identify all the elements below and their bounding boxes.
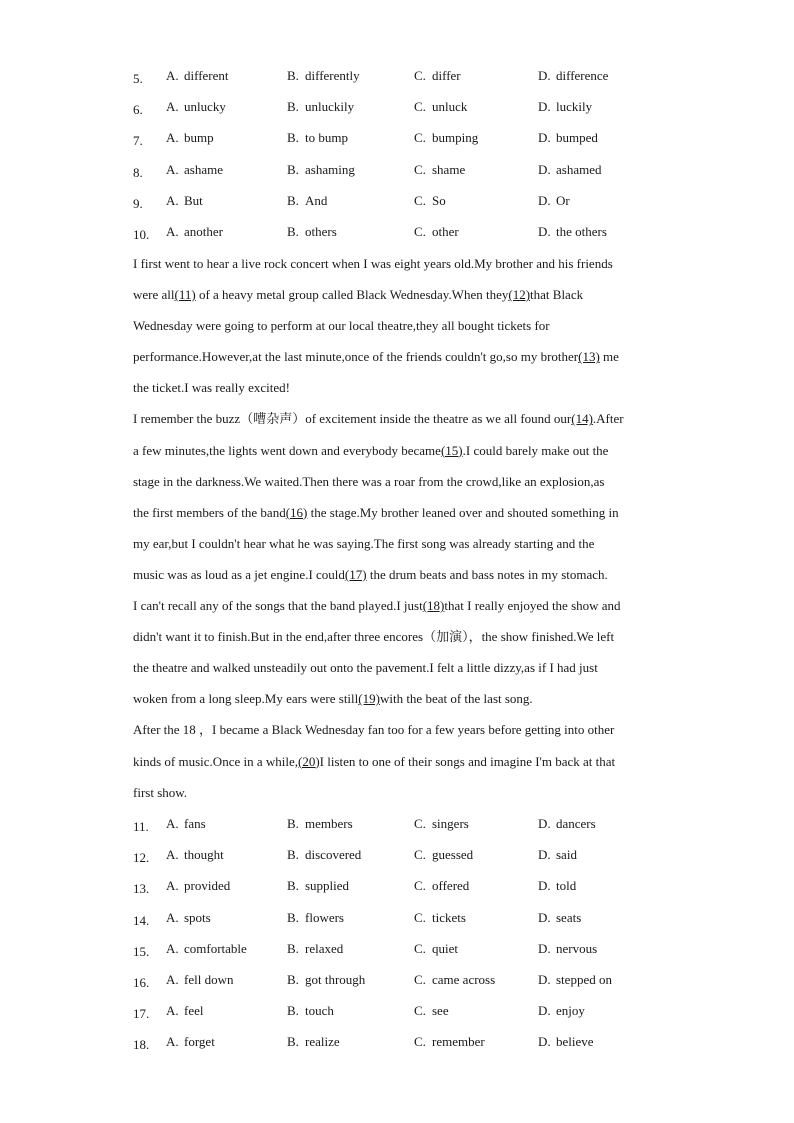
option-d[interactable] xyxy=(538,128,598,148)
option-b[interactable] xyxy=(287,814,353,834)
option-letter: D. xyxy=(538,224,551,239)
option-letter: D. xyxy=(538,161,551,177)
blank-11: (11) xyxy=(174,287,196,303)
option-letter: D. xyxy=(538,130,551,146)
option-text: unlucky xyxy=(184,99,226,115)
option-text: realize xyxy=(305,1034,340,1050)
passage-text: first show. xyxy=(133,784,188,800)
passage-text: me xyxy=(599,349,619,365)
passage-text: the stage.My brother leaned over and shouted something in xyxy=(307,504,619,520)
option-letter: C. xyxy=(414,192,426,208)
option-letter: A. xyxy=(166,130,179,146)
option-letter: C. xyxy=(414,161,426,177)
passage-line xyxy=(133,372,663,403)
question-number: 18. xyxy=(133,1037,150,1053)
option-d[interactable] xyxy=(538,97,592,117)
passage-text: my ear,but I couldn't hear what he was saying.The first song was already starting and the xyxy=(133,535,595,551)
option-text: differently xyxy=(305,68,360,83)
option-d[interactable] xyxy=(538,876,576,896)
option-letter: B. xyxy=(287,99,299,115)
option-b[interactable] xyxy=(287,66,360,86)
question-number: 8. xyxy=(133,164,143,180)
blank-16: (16) xyxy=(285,504,308,520)
option-b[interactable] xyxy=(287,1032,340,1052)
option-letter: A. xyxy=(166,224,179,239)
option-text: different xyxy=(184,68,229,83)
option-a[interactable] xyxy=(166,1032,215,1052)
passage-line xyxy=(133,279,663,310)
question-number: 9. xyxy=(133,195,143,211)
option-text: offered xyxy=(432,878,470,894)
option-a[interactable] xyxy=(166,814,206,834)
passage-line xyxy=(133,248,663,279)
option-a[interactable] xyxy=(166,970,233,990)
option-text: spots xyxy=(184,909,211,925)
option-a[interactable] xyxy=(166,939,247,959)
passage-text: music was as loud as a jet engine.I could xyxy=(133,566,345,582)
option-a[interactable] xyxy=(166,191,203,211)
option-letter: D. xyxy=(538,972,551,987)
option-letter: A. xyxy=(166,68,179,83)
passage-text: .After xyxy=(592,411,624,427)
option-text: enjoy xyxy=(556,1003,585,1019)
option-letter: D. xyxy=(538,1034,551,1050)
option-text: got through xyxy=(305,972,366,987)
option-a[interactable] xyxy=(166,876,230,896)
option-letter: C. xyxy=(414,816,426,831)
option-c[interactable] xyxy=(414,97,467,117)
option-letter: B. xyxy=(287,68,299,83)
option-d[interactable] xyxy=(538,908,581,928)
option-c[interactable] xyxy=(414,66,461,86)
option-letter: D. xyxy=(538,68,551,83)
passage-line xyxy=(133,528,663,559)
option-text: remember xyxy=(432,1034,485,1050)
option-text: members xyxy=(305,816,353,831)
passage-text: were all xyxy=(133,287,175,303)
option-text: bumping xyxy=(432,130,479,146)
option-text: bumped xyxy=(556,130,598,146)
passage-line xyxy=(133,746,663,777)
option-text: ashamed xyxy=(556,161,602,177)
option-text: singers xyxy=(432,816,469,831)
question-number: 15. xyxy=(133,943,150,959)
option-letter: B. xyxy=(287,161,299,177)
option-letter: C. xyxy=(414,1034,426,1050)
option-b[interactable] xyxy=(287,876,349,896)
question-number: 17. xyxy=(133,1006,150,1022)
option-text: difference xyxy=(556,68,609,83)
option-letter: B. xyxy=(287,1003,299,1019)
option-a[interactable] xyxy=(166,66,229,86)
option-text: discovered xyxy=(305,847,362,863)
option-letter: B. xyxy=(287,972,299,987)
option-letter: B. xyxy=(287,878,299,894)
passage-text: .I could barely make out the xyxy=(462,442,609,458)
option-text: ashaming xyxy=(305,161,355,177)
option-text: tickets xyxy=(432,909,466,925)
question-number: 14. xyxy=(133,912,150,928)
blank-17: (17) xyxy=(344,566,367,582)
passage-line xyxy=(133,683,663,714)
option-letter: C. xyxy=(414,68,426,83)
option-text: fell down xyxy=(184,972,234,987)
option-text: see xyxy=(432,1003,449,1019)
option-d[interactable] xyxy=(538,66,608,86)
option-text: supplied xyxy=(305,878,350,894)
passage-text: I can't recall any of the songs that the band played.I just xyxy=(133,598,423,614)
option-letter: D. xyxy=(538,847,551,863)
option-letter: B. xyxy=(287,1034,299,1050)
passage-text: the theatre and walked unsteadily out onto the pavement.I felt a little dizzy,as if I had just xyxy=(133,660,598,676)
option-letter: A. xyxy=(166,1003,179,1019)
option-c[interactable] xyxy=(414,191,446,211)
passage-text: Wednesday were going to perform at our local theatre,they all bought tickets for xyxy=(133,318,550,334)
option-a[interactable] xyxy=(166,908,211,928)
passage-line xyxy=(133,621,663,652)
passage-line xyxy=(133,435,663,466)
question-number: 10. xyxy=(133,227,150,242)
blank-14: (14) xyxy=(571,411,593,427)
option-text: shame xyxy=(432,161,466,177)
option-letter: A. xyxy=(166,972,179,987)
option-text: nervous xyxy=(556,940,598,956)
option-b[interactable] xyxy=(287,191,327,211)
option-b[interactable] xyxy=(287,939,343,959)
option-b[interactable] xyxy=(287,970,365,990)
option-text: touch xyxy=(305,1003,334,1019)
passage-text: didn't want it to finish.But in the end,after three encores（加演），the show finished.We left xyxy=(133,629,615,645)
blank-19: (19) xyxy=(358,691,380,707)
question-number: 16. xyxy=(133,975,150,990)
passage-text: the ticket.I was really excited! xyxy=(133,380,291,396)
option-b[interactable] xyxy=(287,160,355,180)
option-letter: C. xyxy=(414,972,426,987)
question-number: 12. xyxy=(133,850,150,866)
option-letter: C. xyxy=(414,130,426,146)
option-c[interactable] xyxy=(414,814,469,834)
option-letter: D. xyxy=(538,940,551,956)
option-letter: A. xyxy=(166,99,179,115)
option-b[interactable] xyxy=(287,222,337,242)
blank-12: (12) xyxy=(508,287,531,303)
option-text: relaxed xyxy=(305,940,344,956)
option-letter: D. xyxy=(538,1003,551,1019)
option-c[interactable] xyxy=(414,845,473,865)
question-number: 7. xyxy=(133,133,143,149)
question-number: 13. xyxy=(133,881,150,897)
passage-line xyxy=(133,559,663,590)
passage-text: stage in the darkness.We waited.Then there was a roar from the crowd,like an explosion,as xyxy=(133,473,605,489)
option-d[interactable] xyxy=(538,939,597,959)
option-a[interactable] xyxy=(166,97,226,117)
option-letter: A. xyxy=(166,909,179,925)
option-letter: A. xyxy=(166,878,179,894)
option-letter: A. xyxy=(166,1034,179,1050)
option-letter: C. xyxy=(414,940,426,956)
option-d[interactable] xyxy=(538,1032,594,1052)
option-letter: D. xyxy=(538,99,551,115)
blank-20: (20) xyxy=(298,753,320,769)
passage-text: I remember the buzz（嘈杂声）of excitement inside the theatre as we all found our xyxy=(133,411,572,427)
option-text: others xyxy=(305,224,337,239)
option-letter: D. xyxy=(538,909,551,925)
passage-text: After the 18 ，I became a Black Wednesday fan too for a few years before getting into other xyxy=(133,722,615,738)
option-text: flowers xyxy=(305,909,344,925)
option-letter: C. xyxy=(414,224,426,239)
option-text: other xyxy=(432,224,459,239)
option-b[interactable] xyxy=(287,845,361,865)
passage-line xyxy=(133,403,663,434)
option-text: to bump xyxy=(305,130,348,146)
option-text: And xyxy=(305,192,328,208)
question-number: 5. xyxy=(133,71,143,86)
option-c[interactable] xyxy=(414,222,459,242)
blank-15: (15) xyxy=(440,442,463,458)
passage-line xyxy=(133,310,663,341)
option-a[interactable] xyxy=(166,1001,203,1021)
passage-text: a few minutes,the lights went down and everybody became xyxy=(133,442,441,458)
option-text: forget xyxy=(184,1034,215,1050)
option-d[interactable] xyxy=(538,845,577,865)
option-letter: C. xyxy=(414,1003,426,1019)
passage-line xyxy=(133,341,663,372)
option-text: So xyxy=(432,192,446,208)
option-c[interactable] xyxy=(414,1032,485,1052)
option-d[interactable] xyxy=(538,222,607,242)
option-c[interactable] xyxy=(414,128,478,148)
option-letter: B. xyxy=(287,192,299,208)
passage-text: of a heavy metal group called Black Wednesday.When they xyxy=(195,287,509,303)
option-letter: C. xyxy=(414,909,426,925)
option-text: comfortable xyxy=(184,940,247,956)
option-text: provided xyxy=(184,878,231,894)
option-letter: B. xyxy=(287,940,299,956)
option-letter: D. xyxy=(538,192,551,208)
passage-line xyxy=(133,714,663,745)
passage-text: performance.However,at the last minute,once of the friends couldn't go,so my brother xyxy=(133,349,579,365)
option-d[interactable] xyxy=(538,970,612,990)
option-letter: A. xyxy=(166,847,179,863)
blank-18: (18) xyxy=(422,598,445,614)
option-text: dancers xyxy=(556,816,596,831)
option-c[interactable] xyxy=(414,1001,449,1021)
option-d[interactable] xyxy=(538,814,596,834)
option-b[interactable] xyxy=(287,128,348,148)
option-letter: B. xyxy=(287,847,299,863)
option-text: stepped on xyxy=(556,972,612,987)
option-d[interactable] xyxy=(538,160,601,180)
option-text: guessed xyxy=(432,847,474,863)
option-text: Or xyxy=(556,192,570,208)
option-a[interactable] xyxy=(166,845,224,865)
option-letter: D. xyxy=(538,816,551,831)
question-number: 6. xyxy=(133,102,143,118)
option-c[interactable] xyxy=(414,970,495,990)
option-text: the others xyxy=(556,224,607,239)
option-letter: C. xyxy=(414,878,426,894)
option-text: unluckily xyxy=(305,99,355,115)
option-text: luckily xyxy=(556,99,593,115)
option-letter: A. xyxy=(166,161,179,177)
option-b[interactable] xyxy=(287,97,354,117)
option-c[interactable] xyxy=(414,876,469,896)
option-d[interactable] xyxy=(538,191,570,211)
passage-text: woken from a long sleep.My ears were still xyxy=(133,691,359,707)
option-text: unluck xyxy=(432,99,468,115)
passage-text: I listen to one of their songs and imagine I'm back at that xyxy=(319,753,616,769)
option-b[interactable] xyxy=(287,908,344,928)
passage-line xyxy=(133,652,663,683)
passage-line xyxy=(133,466,663,497)
passage-text: the first members of the band xyxy=(133,504,286,520)
option-text: fans xyxy=(184,816,206,831)
option-a[interactable] xyxy=(166,128,214,148)
option-text: ashame xyxy=(184,161,223,177)
option-text: bump xyxy=(184,130,214,146)
option-a[interactable] xyxy=(166,160,223,180)
option-text: told xyxy=(556,878,577,894)
option-text: believe xyxy=(556,1034,594,1050)
passage-line xyxy=(133,590,663,621)
option-text: feel xyxy=(184,1003,204,1019)
passage-text: the drum beats and bass notes in my stomach. xyxy=(366,566,608,582)
option-c[interactable] xyxy=(414,908,466,928)
option-b[interactable] xyxy=(287,1001,334,1021)
passage-text: with the beat of the last song. xyxy=(379,691,533,707)
passage-text: I first went to hear a live rock concert when I was eight years old.My brother and his friends xyxy=(133,256,613,271)
option-letter: B. xyxy=(287,224,299,239)
option-text: said xyxy=(556,847,577,863)
option-text: seats xyxy=(556,909,582,925)
passage-text: that I really enjoyed the show and xyxy=(444,598,621,614)
passage-text: kinds of music.Once in a while, xyxy=(133,753,298,769)
passage-text: that Black xyxy=(530,287,584,303)
option-c[interactable] xyxy=(414,160,465,180)
option-letter: B. xyxy=(287,816,299,831)
option-a[interactable] xyxy=(166,222,223,242)
blank-13: (13) xyxy=(578,349,600,365)
option-c[interactable] xyxy=(414,939,458,959)
option-letter: B. xyxy=(287,909,299,925)
question-number: 11. xyxy=(133,819,149,834)
option-text: thought xyxy=(184,847,224,863)
option-text: quiet xyxy=(432,940,458,956)
option-letter: C. xyxy=(414,99,426,115)
option-letter: B. xyxy=(287,130,299,146)
option-letter: A. xyxy=(166,940,179,956)
option-text: came across xyxy=(432,972,496,987)
option-letter: A. xyxy=(166,192,179,208)
option-letter: D. xyxy=(538,878,551,894)
option-d[interactable] xyxy=(538,1001,585,1021)
option-text: another xyxy=(184,224,223,239)
option-text: But xyxy=(184,192,203,208)
option-letter: A. xyxy=(166,816,179,831)
passage-line xyxy=(133,777,663,808)
option-text: differ xyxy=(432,68,461,83)
passage-line xyxy=(133,497,663,528)
passage xyxy=(133,248,663,808)
option-letter: C. xyxy=(414,847,426,863)
